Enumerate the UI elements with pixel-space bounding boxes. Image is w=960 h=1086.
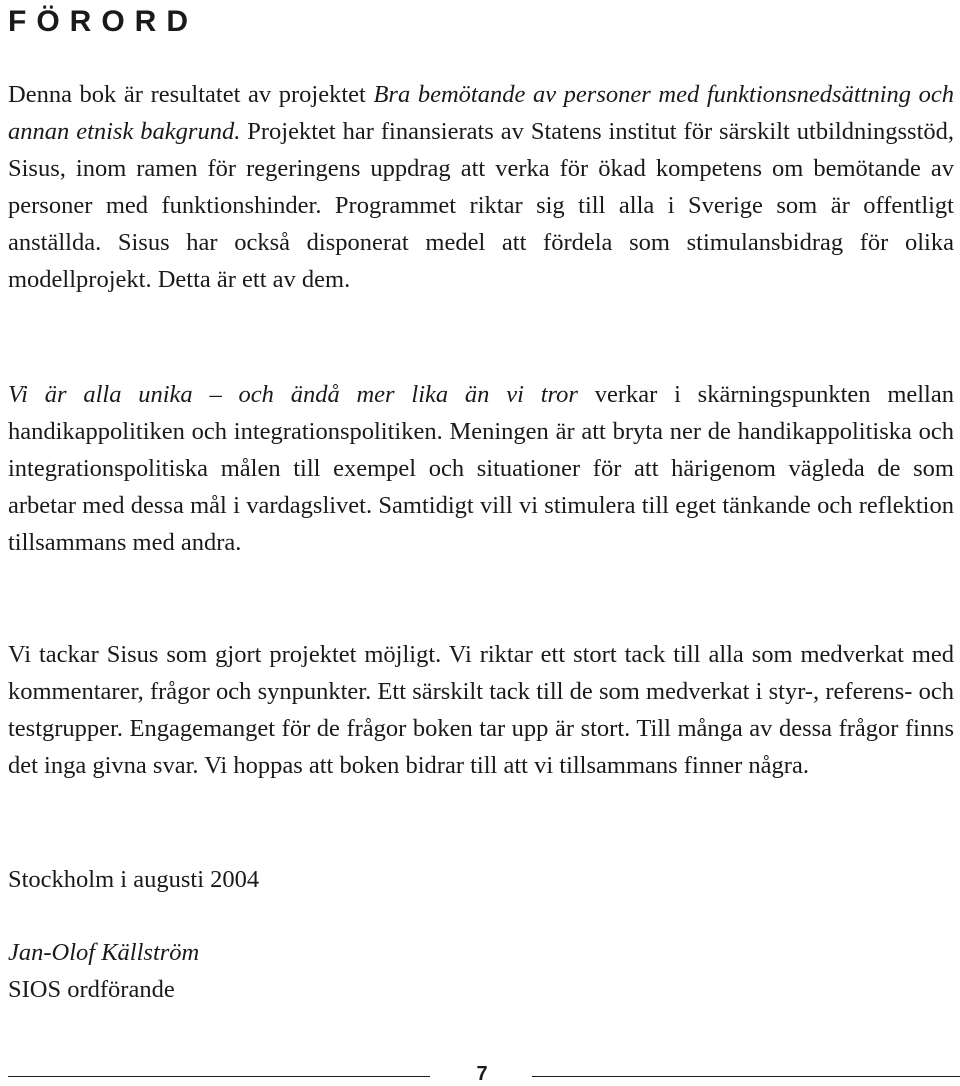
paragraph-intro <box>8 76 954 298</box>
signature-role: SIOS ordförande <box>8 976 175 1003</box>
footer-rule-left <box>8 1076 430 1077</box>
place-date: Stockholm i augusti 2004 <box>8 866 260 893</box>
page-title: FÖRORD <box>8 5 198 38</box>
book-title: Vi är alla unika – och ändå mer lika än vi tror <box>8 381 578 408</box>
footer-rule-right <box>532 1076 960 1077</box>
page-number: 7 <box>476 1063 488 1085</box>
paragraph-book-purpose <box>8 376 954 561</box>
intro-lead-text: Denna bok är resultatet av projektet <box>8 81 374 108</box>
signature-name: Jan-Olof Källström <box>8 939 200 966</box>
paragraph-acknowledgements: Vi tackar Sisus som gjort projektet möjligt. Vi riktar ett stort tack till alla som medverkat med kommentarer, frågor och synpunkter. Ett särskilt tack till de som medverkat i styr-, referens- och testgrupper. Engagemanget för de frågor boken tar upp är stort. Till många av dessa frågor finns det inga givna svar. Vi hoppas att boken bidrar till att vi tillsammans finner några. <box>8 641 954 779</box>
project-title: Bra bemötande av personer med funktionsnedsättning och annan etnisk bakgrund. <box>8 81 954 145</box>
purpose-body-text: verkar i skärningspunkten mellan handikappolitiken och integrationspolitiken. Meningen är att bryta ner de handikappolitiska och integrationspolitiska målen till exempel och situationer för att härigenom vägleda de som arbetar med dessa mål i vardagslivet. Samtidigt vill vi stimulera till eget tänkande och reflektion tillsammans med andra. <box>8 381 954 556</box>
intro-body-text: Projektet har finansierats av Statens institut för särskilt utbildningsstöd, Sisus, inom ramen för regeringens uppdrag att verka för ökad kompetens om bemötande av personer med funktionshinder. Programmet riktar sig till alla i Sverige som är offentligt anställda. Sisus har också disponerat medel att fördela som stimulansbidrag för olika modellprojekt. Detta är ett av dem. <box>8 118 955 293</box>
